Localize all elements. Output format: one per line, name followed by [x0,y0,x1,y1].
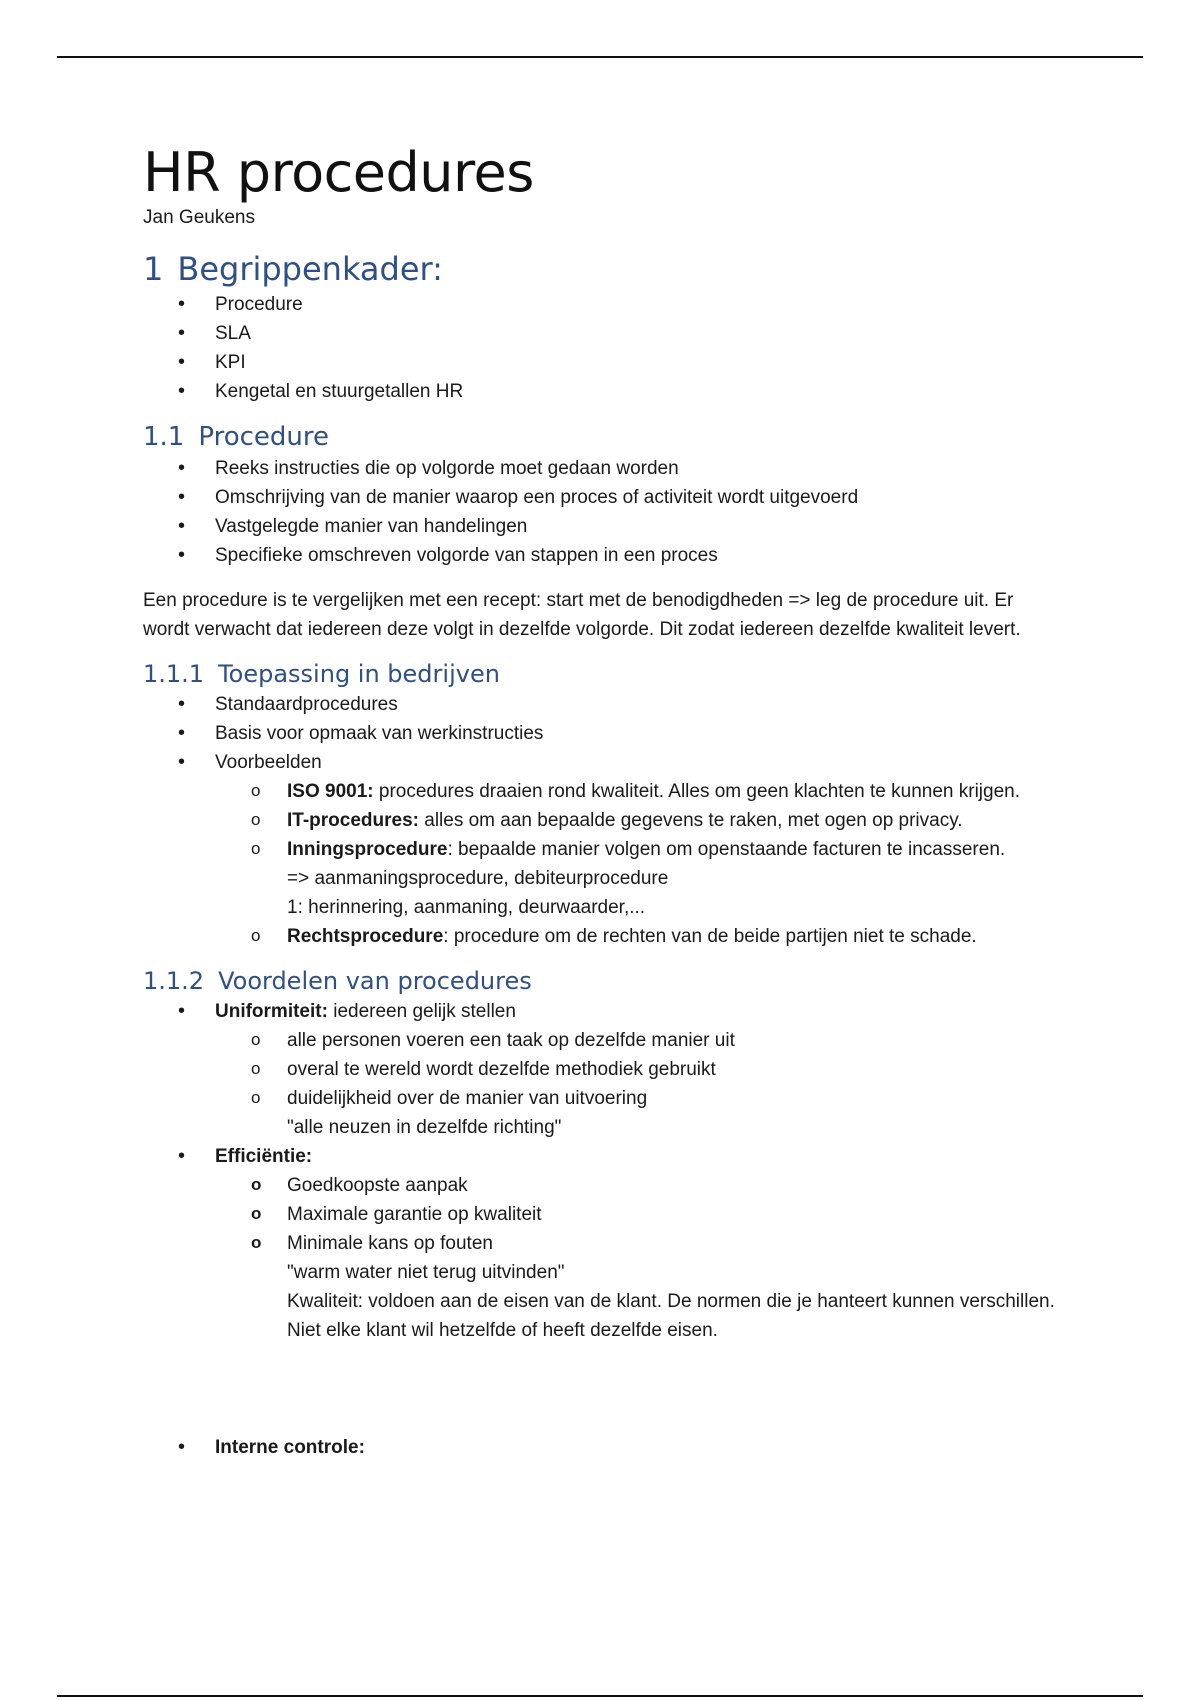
begrippen-list [143,290,1063,406]
list-item: • Specifieke omschreven volgorde van stappen in een proces [143,541,1063,570]
note-line: Kwaliteit: voldoen aan de eisen van de klant. De normen die je hanteert kunnen verschillen. Niet elke klant wil hetzelfde of heeft dezelfde eisen. [287,1291,1055,1341]
example-text: : bepaalde manier volgen om openstaande facturen te incasseren. [447,839,1006,860]
list-item-text: iedereen gelijk stellen [327,1001,516,1022]
heading-voordelen [143,965,1063,997]
heading-text: Begrippenkader: [177,250,443,288]
heading-number: 1 [143,250,164,288]
voordelen-list [143,997,1063,1462]
list-item-label: Interne controle: [215,1437,365,1458]
list-item [143,997,1063,1142]
procedure-list [143,454,1063,570]
list-item-label: Uniformiteit: [215,1001,328,1022]
heading-number: 1.1.1 [143,660,205,688]
list-item-text: Voorbeelden [215,752,322,773]
heading-number: 1.1.2 [143,967,205,995]
sub-item: o alle personen voeren een taak op dezelfde manier uit [215,1026,1063,1055]
list-item: • Kengetal en stuurgetallen HR [143,377,1063,406]
list-item: • Standaardprocedures [143,690,1063,719]
sub-item: o overal te wereld wordt dezelfde methodiek gebruikt [215,1055,1063,1084]
list-item: • KPI [143,348,1063,377]
document-title: HR procedures [143,141,534,204]
list-item: • SLA [143,319,1063,348]
document-page [143,140,1063,1462]
example-item [215,922,1063,951]
example-item [215,806,1063,835]
example-text: alles om aan bepaalde gegevens te raken, met ogen op privacy. [418,810,963,831]
sub-item-text: Minimale kans op fouten [287,1233,493,1254]
list-item: • Omschrijving van de manier waarop een proces of activiteit wordt uitgevoerd [143,483,1063,512]
example-line: => aanmaningsprocedure, debiteurprocedure [287,868,669,889]
example-item [215,835,1063,922]
header-rule [57,56,1143,58]
heading-number: 1.1 [143,422,185,452]
sub-item: o Goedkoopste aanpak [215,1171,1063,1200]
example-label: ISO 9001: [287,781,374,802]
heading-text: Voordelen van procedures [218,967,532,995]
example-line: 1: herinnering, aanmaning, deurwaarder,... [287,897,646,918]
example-label: Inningsprocedure [287,839,448,860]
list-item [143,1142,1063,1345]
heading-toepassing [143,658,1063,690]
list-item [143,748,1063,951]
sub-item [215,1084,1063,1142]
heading-text: Procedure [198,422,329,452]
voorbeelden-list [215,777,1063,951]
example-item [215,777,1063,806]
heading-begrippenkader [143,248,1063,290]
sub-item: o Maximale garantie op kwaliteit [215,1200,1063,1229]
example-label: Rechtsprocedure [287,926,444,947]
heading-text: Toepassing in bedrijven [218,660,500,688]
list-item: • Basis voor opmaak van werkinstructies [143,719,1063,748]
quote-line: "warm water niet terug uitvinden" [287,1262,565,1283]
uniformiteit-sublist [215,1026,1063,1142]
list-item [143,1433,1063,1462]
toepassing-list [143,690,1063,951]
list-item: • Procedure [143,290,1063,319]
example-text: procedures draaien rond kwaliteit. Alles om geen klachten te kunnen krijgen. [373,781,1020,802]
procedure-paragraph: Een procedure is te vergelijken met een recept: start met de benodigdheden => leg de procedure uit. Er wordt verwacht dat iedereen deze volgt in dezelfde volgorde. Dit zodat iedereen dezelfde kwaliteit levert. [143,590,1021,640]
sub-item-text: duidelijkheid over de manier van uitvoering [287,1088,648,1109]
quote-line: "alle neuzen in dezelfde richting" [287,1117,562,1138]
footer-rule [57,1695,1143,1697]
list-item-label: Efficiëntie: [215,1146,313,1167]
document-author: Jan Geukens [143,207,255,228]
efficientie-sublist [215,1171,1063,1345]
list-item: • Reeks instructies die op volgorde moet gedaan worden [143,454,1063,483]
sub-item [215,1229,1063,1345]
example-label: IT-procedures: [287,810,419,831]
example-text: : procedure om de rechten van de beide partijen niet te schade. [443,926,977,947]
heading-procedure [143,420,1063,454]
list-item: • Vastgelegde manier van handelingen [143,512,1063,541]
